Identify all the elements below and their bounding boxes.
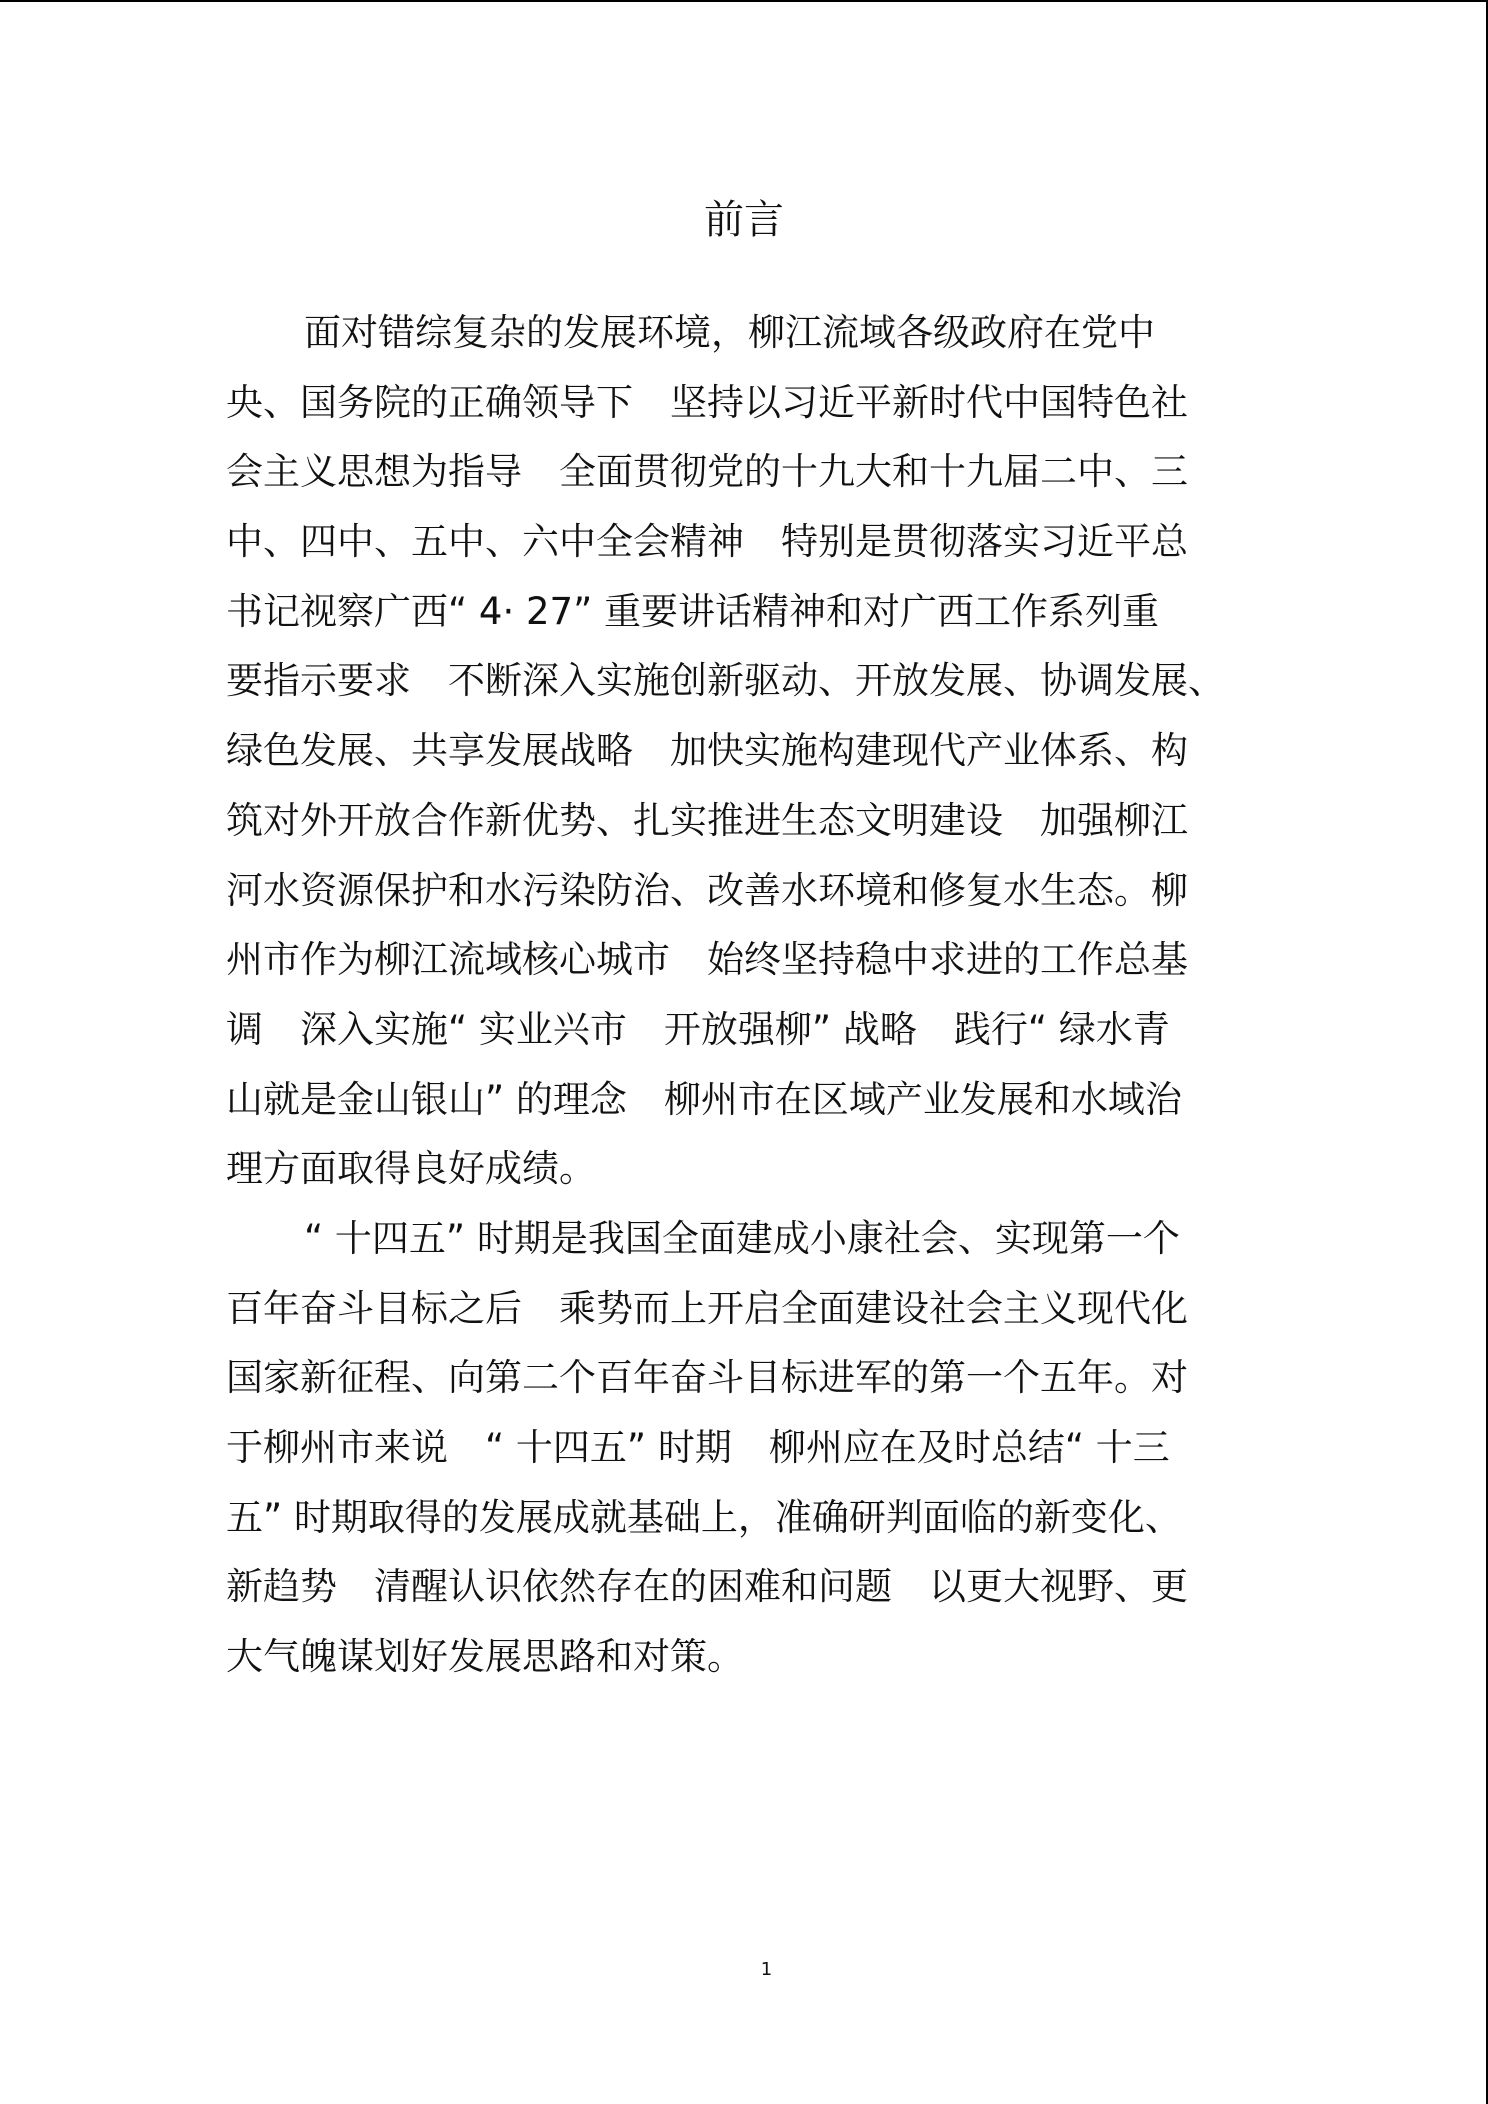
text-line: 筑对外开放合作新优势、扎实推进生态文明建设 加强柳江	[226, 798, 1188, 842]
text-line: 会主义思想为指导 全面贯彻党的十九大和十九届二中、三	[226, 450, 1188, 494]
text-line: 面对错综复杂的发展环境，柳江流域各级政府在党中	[304, 311, 1155, 354]
text-line: 绿色发展、共享发展战略 加快实施构建现代产业体系、构	[226, 729, 1188, 773]
text-line: 调 深入实施“ 实业兴市 开放强柳” 战略 践行“ 绿水青	[226, 1007, 1170, 1051]
text-line: 大气魄谋划好发展思路和对策。	[226, 1635, 744, 1679]
text-line: 河水资源保护和水污染防治、改善水环境和修复水生态。柳	[226, 868, 1188, 912]
paragraph-2	[226, 1204, 1266, 1692]
text-line: 国家新征程、向第二个百年奋斗目标进军的第一个五年。对	[226, 1356, 1188, 1400]
text-line: 新趋势 清醒认识依然存在的困难和问题 以更大视野、更	[226, 1565, 1188, 1609]
page-number: 1	[760, 1959, 773, 1980]
text-line: 州市作为柳江流域核心城市 始终坚持稳中求进的工作总基	[226, 938, 1188, 982]
text-line: 要指示要求 不断深入实施创新驱动、开放发展、协调发展、	[226, 659, 1225, 703]
text-line: 中、四中、五中、六中全会精神 特别是贯彻落实习近平总	[226, 520, 1188, 564]
document-body	[226, 298, 1266, 1692]
text-line: 理方面取得良好成绩。	[226, 1147, 596, 1191]
paragraph-1	[226, 298, 1266, 1204]
text-line: 百年奋斗目标之后 乘势而上开启全面建设社会主义现代化	[226, 1286, 1188, 1330]
text-line: 五” 时期取得的发展成就基础上，准确研判面临的新变化、	[226, 1495, 1182, 1539]
text-line: 央、国务院的正确领导下 坚持以习近平新时代中国特色社	[226, 380, 1188, 424]
document-title: 前言	[704, 197, 784, 243]
text-line: “ 十四五” 时期是我国全面建成小康社会、实现第一个	[304, 1216, 1180, 1260]
text-line: 书记视察广西“ 4· 27” 重要讲话精神和对广西工作系列重	[226, 589, 1160, 633]
text-line: 于柳州市来说 “ 十四五” 时期 柳州应在及时总结“ 十三	[226, 1426, 1170, 1469]
text-line: 山就是金山银山” 的理念 柳州市在区域产业发展和水域治	[226, 1077, 1182, 1121]
